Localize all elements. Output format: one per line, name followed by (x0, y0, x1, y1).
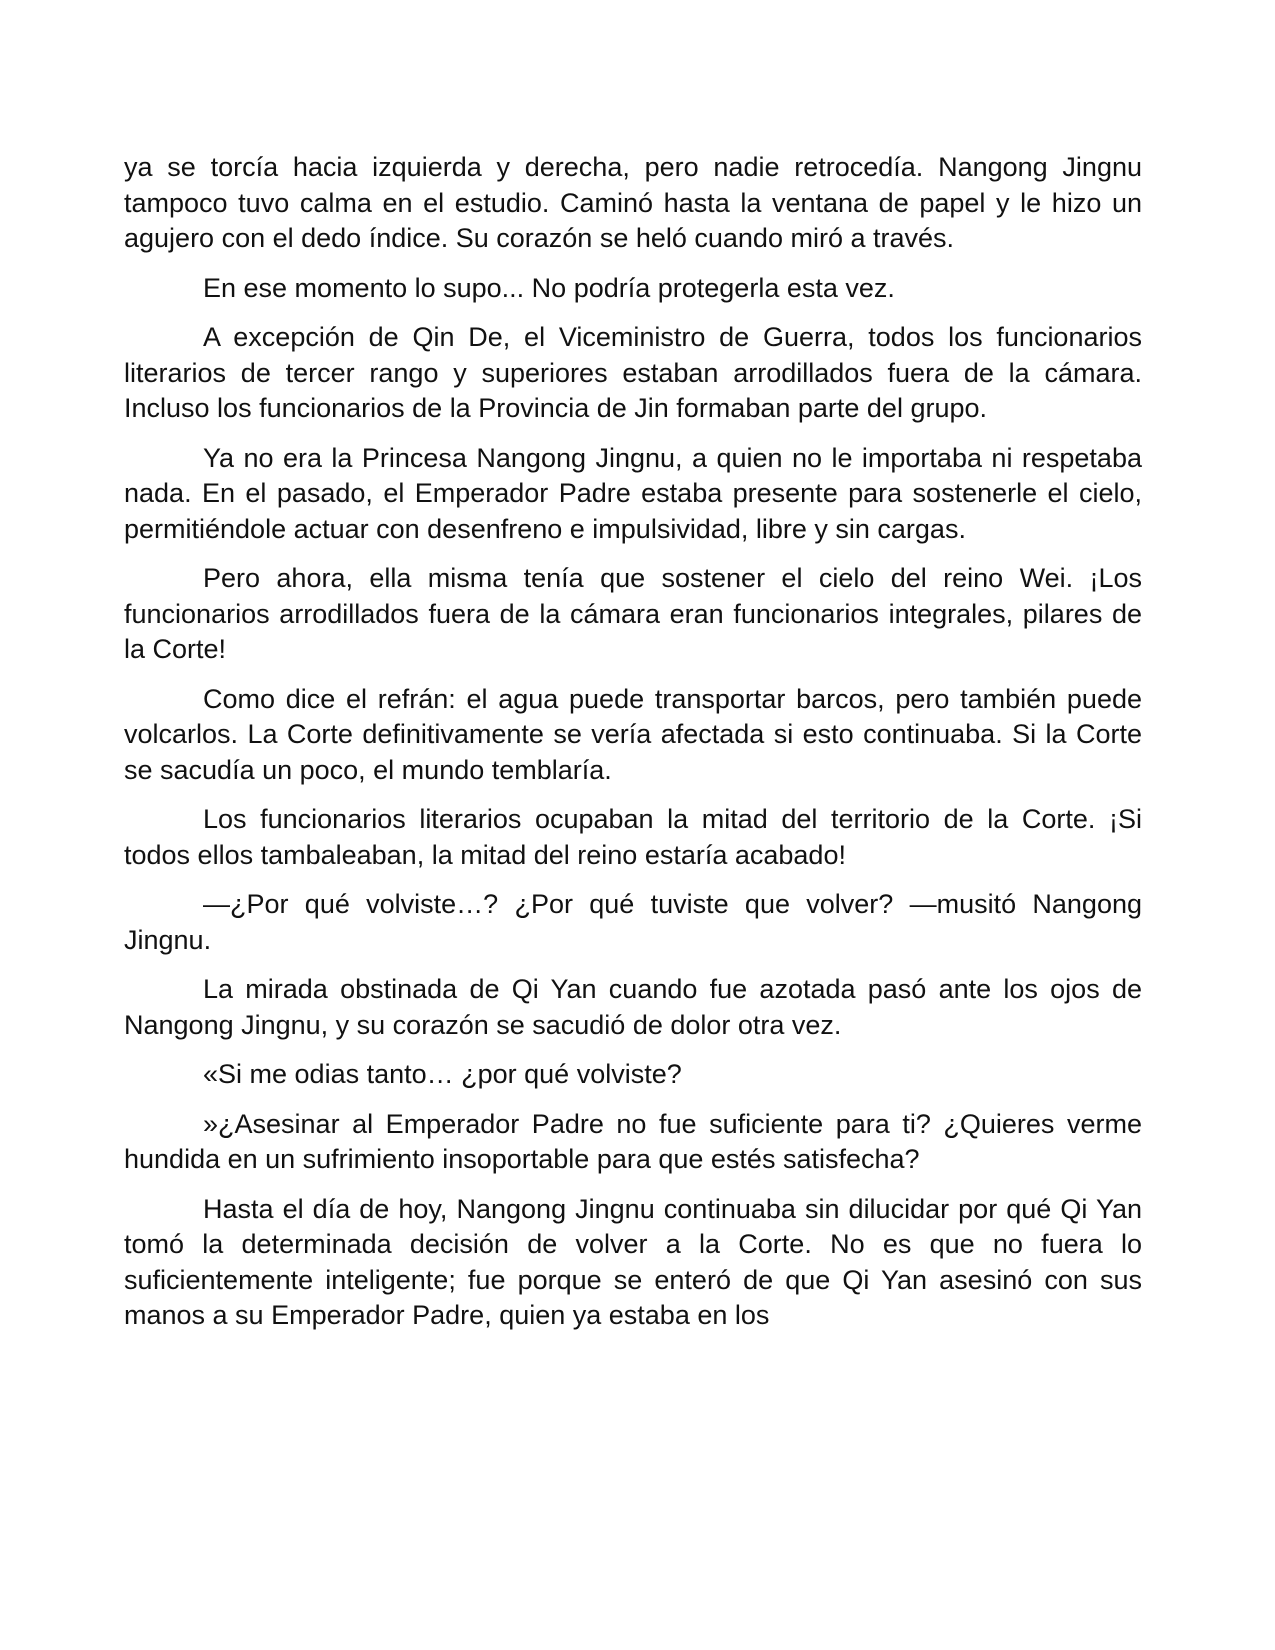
paragraph: La mirada obstinada de Qi Yan cuando fue azotada pasó ante los ojos de Nangong Jingnu, y su corazón se sacudió de dolor otra vez. (124, 974, 1142, 1040)
paragraph: A excepción de Qin De, el Viceministro de Guerra, todos los funcionarios literarios de tercer rango y superiores estaban arrodillados fuera de la cámara. Incluso los funcionarios de la Provincia de Jin formaban parte del grupo. (124, 322, 1142, 423)
paragraph: Hasta el día de hoy, Nangong Jingnu continuaba sin dilucidar por qué Qi Yan tomó la determinada decisión de volver a la Corte. No es que no fuera lo suficientemente inteligente; fue porque se enteró de que Qi Yan asesinó con sus manos a su Emperador Padre, quien ya estaba en los (124, 1193, 1142, 1330)
paragraph: Ya no era la Princesa Nangong Jingnu, a quien no le importaba ni respetaba nada. En el pasado, el Emperador Padre estaba presente para sostenerle el cielo, permitiéndole actuar con desenfreno e impulsividad, libre y sin cargas. (124, 442, 1142, 544)
quote-paragraph: «Si me odias tanto… ¿por qué volviste? (203, 1059, 682, 1089)
paragraph: Los funcionarios literarios ocupaban la mitad del territorio de la Corte. ¡Si todos ellos tambaleaban, la mitad del reino estaría acabado! (124, 804, 1142, 870)
paragraph-continuation: ya se torcía hacia izquierda y derecha, pero nadie retrocedía. Nangong Jingnu tampoco tuvo calma en el estudio. Caminó hasta la ventana de papel y le hizo un agujero con el dedo índice. Su corazón se heló cuando miró a través. (124, 152, 1142, 253)
paragraph: Pero ahora, ella misma tenía que sostener el cielo del reino Wei. ¡Los funcionarios arrodillados fuera de la cámara eran funcionarios integrales, pilares de la Corte! (124, 563, 1142, 664)
paragraph: Como dice el refrán: el agua puede transportar barcos, pero también puede volcarlos. La Corte definitivamente se vería afectada si esto continuaba. Si la Corte se sacudía un poco, el mundo temblaría. (124, 683, 1142, 785)
quote-paragraph: »¿Asesinar al Emperador Padre no fue suficiente para ti? ¿Quieres verme hundida en un sufrimiento insoportable para que estés satisfecha? (124, 1108, 1142, 1174)
paragraph: En ese momento lo supo... No podría protegerla esta vez. (203, 272, 895, 303)
document-body (124, 150, 1142, 1348)
dialogue-paragraph: —¿Por qué volviste…? ¿Por qué tuviste que volver? —musitó Nangong Jingnu. (124, 889, 1142, 955)
